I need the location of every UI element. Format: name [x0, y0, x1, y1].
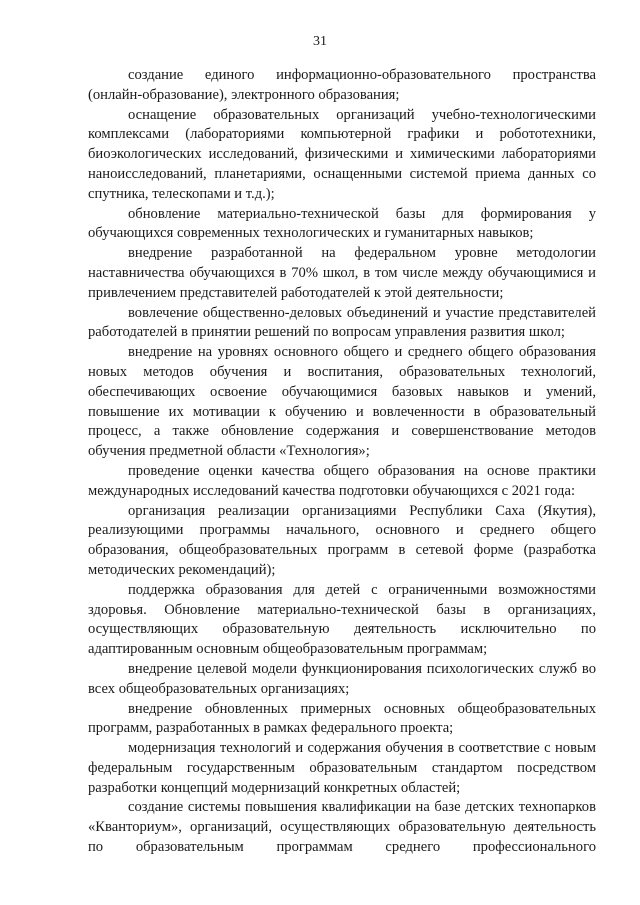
paragraph-mentoring: внедрение разработанной на федеральном уровне методологии наставничества обучающихся в 70% школ, в том числе между обучающимися и привлечением представителей работодателей к этой деятельности; [88, 245, 596, 301]
paragraph-disabilities-support: поддержка образования для детей с ограниченными возможностями здоровья. Обновление материально-технической базы в организациях, осуществляющих образовательную деятельность исключительно по адаптированным основным общеобразовательным программам; [88, 581, 596, 658]
document-body [88, 66, 596, 858]
page-number: 31 [313, 34, 327, 49]
paragraph-business-associations: вовлечение общественно-деловых объединений и участие представителей работодателей в принятии решений по вопросам управления развития школ; [88, 304, 596, 341]
paragraph-online-education: создание единого информационно-образовательного пространства (онлайн-образование), электронного образования; [88, 67, 596, 103]
paragraph-modernization: модернизация технологий и содержания обучения в соответствие с новым федеральным государственным образовательным стандартом посредством разработки концепций модернизаций конкретных областей; [88, 740, 596, 796]
paragraph-material-base: обновление материально-технической базы для формирования у обучающихся современных технологических и гуманитарных навыков; [88, 205, 596, 242]
paragraph-updated-programs: внедрение обновленных примерных основных общеобразовательных программ, разработанных в рамках федерального проекта; [88, 700, 596, 737]
paragraph-qualification-system: создание системы повышения квалификации на базе детских технопарков «Кванториум», организаций, осуществляющих образовательную деятельность по образовательным программам среднего профессионального [88, 799, 596, 856]
paragraph-network-programs: организация реализации организациями Республики Саха (Якутия), реализующими программы начального, основного и среднего общего образования, общеобразовательных программ в сетевой форме (разработка методических рекомендаций); [88, 502, 596, 578]
paragraph-equipment: оснащение образовательных организаций учебно-технологическими комплексами (лабораториями компьютерной графики и робототехники, биоэкологических исследований, физическими и химическими лабораториями наноисследований, планетариями, оснащенными системой приема данных со спутника, телескопами и т.д.); [88, 106, 596, 202]
paragraph-psychological-services: внедрение целевой модели функционирования психологических служб во всех общеобразовательных организациях; [88, 660, 596, 697]
paragraph-new-methods: внедрение на уровнях основного общего и среднего общего образования новых методов обучения и воспитания, образовательных технологий, обеспечивающих освоение обучающимися базовых навыков и умений, повышение их мотивации к обучению и вовлеченности в образовательный процесс, а также обновление содержания и совершенствование методов обучения предметной области «Технология»; [88, 344, 596, 460]
paragraph-quality-assessment: проведение оценки качества общего образования на основе практики международных исследований качества подготовки обучающихся с 2021 года: [88, 462, 596, 499]
